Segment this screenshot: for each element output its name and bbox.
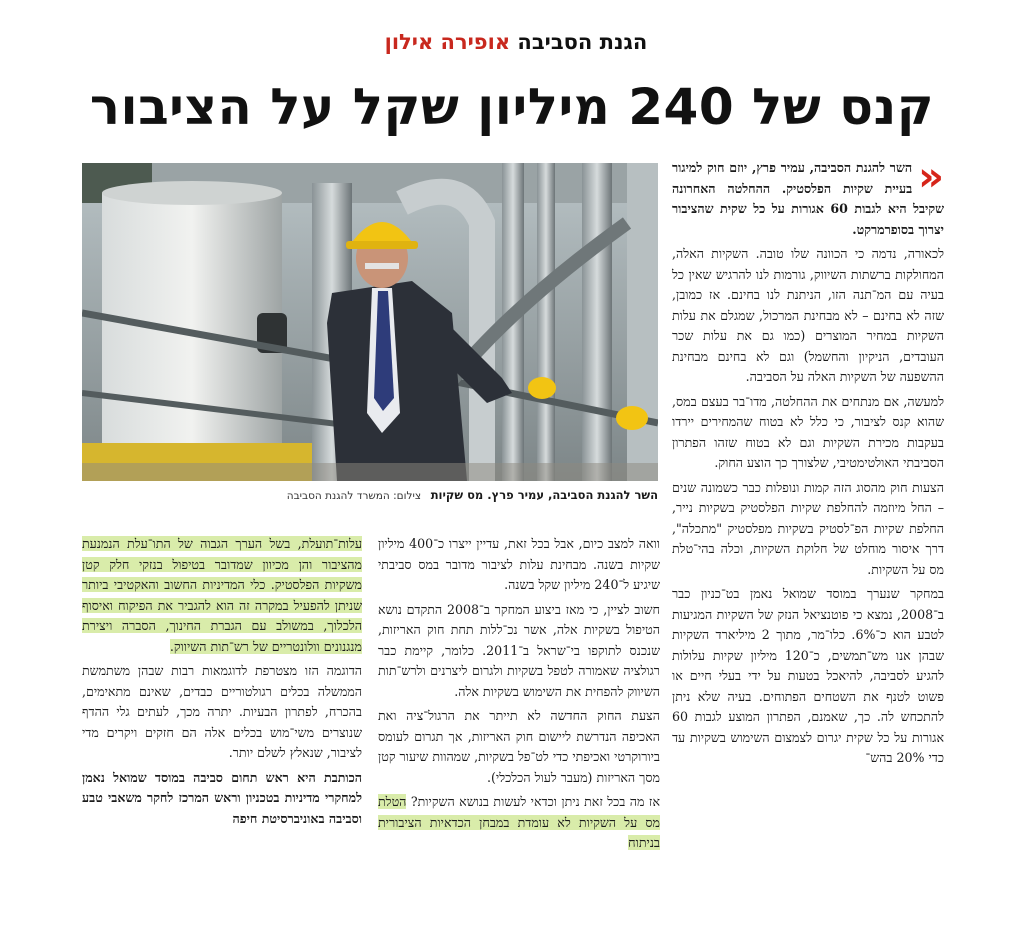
paragraph: חשוב לציין, כי מאז ביצוע המחקר ב־2008 התקדם נושא הטיפול בשקיות אלה, אשר נכ־ללות תחת חוק האריזות, שנכנס לתוקפו בי־שראל ב־2011. כלומר, קיימת כבר רגולציה שאמורה לטפל בשקיות ולגרום ליצרנים ולרש־תות השיווק להפחית את השימוש בשקיות אלה. <box>378 601 660 699</box>
photo-caption <box>82 488 658 502</box>
highlighted-text: הטלת מס על השקיות לא עומדת במבחן הכדאיות הציבורית בניתוח <box>378 794 660 850</box>
paragraph <box>82 534 362 657</box>
lead-text: השר להגנת הסביבה, עמיר פרץ, יוזם חוק למיגור בעיית שקיות הפלסטיק. ההחלטה האחרונה שקיבל היא לגבות 60 אגורות על כל שקית שהציבור יצרוך בסופרמרקט. <box>672 160 944 237</box>
article-photo <box>82 163 658 481</box>
author-name: אופירה אילון <box>384 30 511 54</box>
paragraph: לכאורה, נדמה כי הכוונה שלו טובה. השקיות האלה, המחולקות ברשתות השיווק, גורמות לנו להרגיש שאין כל בעיה עם המ־תנה הזו, הניתנת לנו בחינם. אז כמובן, שזה לא בחינם – לא מבחינת המרכול, שמגלם את עלות השקיות במחיר המוצרים (כמו גם את עלות שכר העובדים, הניקיון והחשמל) וגם לא בחינם מבחינת ההשפעה של השקיות האלה על הסביבה. <box>672 246 944 384</box>
caption-text: השר להגנת הסביבה, עמיר פרץ. מס שקיות <box>430 488 658 502</box>
column-right <box>672 154 945 773</box>
chevron-icon: « <box>918 154 944 200</box>
highlighted-text: עלות־תועלת, בשל הערך הגבוה של התו־עלת הנמנעת מהציבור והן מכיוון שמדובר בטיפול בנזקי חלק קטן משקיות הפלסטיק. כלי המדיניות החשוב והאקטיבי ביותר שניתן להפעיל במקרה זה הוא להגביר את הפיקוח ואיסוף הלכלוך, במשולב עם הגברת החינוך, הסברה ויצירת מנגנונים וולונטריים של רש־תות השיווק. <box>82 536 362 654</box>
paragraph <box>378 792 660 854</box>
lead-paragraph <box>672 154 944 240</box>
column-middle <box>378 534 660 858</box>
paragraph: וואה למצב כיום, אבל בכל זאת, עדיין ייצרו כ־400 מיליון שקיות בשנה. מבחינת עלות לציבור מדובר במס סביבתי שיגיע ל־240 מיליון שקל בשנה. <box>378 536 660 592</box>
article-kicker <box>0 30 1024 54</box>
paragraph: למעשה, אם מנתחים את ההחלטה, מדו־בר בעצם במס, שהוא קנס לציבור, כי כלל לא בטוח שהמחירים יירדו בעקבות מכירת השקיות וגם לא בטוח שזהו הפתרון הסביבתי האולטימטיבי, שלצורך כך הוצע החוק. <box>672 393 944 470</box>
paragraph-text: אז מה בכל זאת ניתן וכדאי לעשות בנושא השקיות? <box>406 794 660 809</box>
column-left <box>82 534 362 833</box>
photo-credit: צילום: המשרד להגנת הסביבה <box>286 490 422 502</box>
paragraph: הדוגמה הזו מצטרפת לדוגמאות רבות שבהן משתמשת הממשלה בכלים רגולטוריים כבדים, שאינם מתאימים, בהכרח, לפתרון הבעיות. יתרה מכך, לעתים גלי ההדף שנוצרים משי־מוש בכלים אלה הם חזקים ויקרים מדי לציבור, שנאלץ לשלם יותר. <box>82 663 362 760</box>
paragraph: הצעת החוק החדשה לא תייתר את הרגול־ציה ואת האכיפה הנדרשת ליישום חוק האריזות, אך תגרום לעומס ביורוקרטי ואכיפתי כדי לט־פל בשקיות, שמהוות שיעור קטן מסך האריזות (מעבר לעול הכלכלי). <box>378 708 660 785</box>
paragraph: הצעות חוק מהסוג הזה קמות ונופלות כבר כשמונה שנים – החל מיוזמה להחלפת שקיות הפלסטיק בשקיות נייר, החלפת שקיות הפ־לסטיק בשקיות מפלסטיק "מתכלה", דרך איסור מוחלט של חלוקת השקיות, וכלה בהי־טלת מס על השקיות. <box>672 479 944 577</box>
headline: קנס של 240 מיליון שקל על הציבור <box>89 78 935 136</box>
author-bio: הכותבת היא ראש תחום סביבה במוסד שמואל נאמן למחקרי מדיניות בטכניון וראש המרכז לחקר משאבי טבע וסביבה באוניברסיטת חיפה <box>82 769 362 826</box>
paragraph: במחקר שנערך במוסד שמואל נאמן בט־כניון כבר ב־2008, נמצא כי פוטנציאל הנזק של השקיות המגיעות לטבע הוא כ־6%. כלו־מר, מתוך 2 מיליארד השקיות שבהן אנו מש־תמשים, כ־120 מיליון שקיות עלולות להגיע לסביבה, להיאכל בטעות על ידי בעלי חיים או פשוט לטנף את השטחים הפתוחים. בעיה שלא ניתן להתכחש לה. כך, שאמנם, הפתרון המוצע לגבות 60 אגורות על כל שקית יגרום לצמצום השימוש בשקיות עד כדי 20% בהש־ <box>672 586 945 765</box>
section-label: הגנת הסביבה <box>517 30 648 54</box>
photo-illustration <box>82 163 658 481</box>
